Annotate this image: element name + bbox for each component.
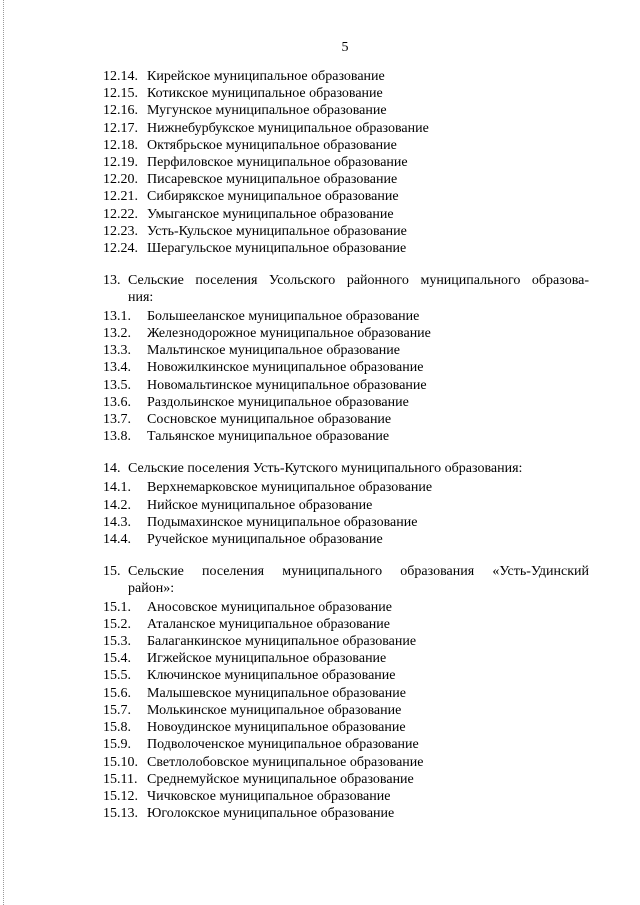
item-label: Ключинское муниципальное образование — [147, 668, 396, 684]
item-label: Аталанское муниципальное образование — [147, 616, 390, 632]
item-label: Октябрьское муниципальное образование — [147, 137, 397, 153]
section-title-line: Сельские поселения Усольского районного муниципального образова- — [128, 273, 589, 289]
list-item — [103, 102, 589, 119]
item-label: Перфиловское муниципальное образование — [147, 155, 408, 171]
section-title — [128, 273, 589, 306]
item-number: 12.15. — [103, 86, 138, 102]
list-item — [103, 736, 589, 753]
item-number: 15.12. — [103, 788, 138, 804]
item-number: 14.3. — [103, 514, 131, 530]
list-item — [103, 240, 589, 257]
item-number: 13.4. — [103, 360, 131, 376]
item-label: Подволоченское муниципальное образование — [147, 737, 419, 753]
item-number: 13.5. — [103, 377, 131, 393]
item-number: 13.7. — [103, 411, 131, 427]
item-number: 15.10. — [103, 754, 138, 770]
section-number: 13. — [103, 273, 121, 289]
item-label: Новомальтинское муниципальное образование — [147, 377, 427, 393]
item-label: Писаревское муниципальное образование — [147, 172, 398, 188]
item-number: 15.4. — [103, 651, 131, 667]
section-title-continuation: район»: — [128, 580, 175, 596]
list-item — [103, 667, 589, 684]
list-item — [103, 325, 589, 342]
item-number: 12.19. — [103, 155, 138, 171]
item-label: Сосновское муниципальное образование — [147, 411, 392, 427]
section-number: 14. — [103, 461, 121, 477]
list-item — [103, 68, 589, 85]
item-number: 15.13. — [103, 806, 138, 822]
item-label: Новожилкинское муниципальное образование — [147, 360, 424, 376]
list-item — [103, 531, 589, 548]
item-number: 15.8. — [103, 720, 131, 736]
item-label: Умыганское муниципальное образование — [147, 206, 394, 222]
list-item — [103, 342, 589, 359]
item-number: 15.11. — [103, 771, 138, 787]
item-number: 12.18. — [103, 137, 138, 153]
item-number: 12.14. — [103, 69, 138, 84]
item-label: Нижнебурбукское муниципальное образование — [147, 120, 429, 136]
item-label: Светлолобовское муниципальное образование — [147, 754, 424, 770]
item-label: Мальтинское муниципальное образование — [147, 343, 400, 359]
item-label: Усть-Кульское муниципальное образование — [147, 223, 407, 239]
section-number: 15. — [103, 564, 121, 580]
item-number: 14.1. — [103, 480, 131, 496]
list-item — [103, 394, 589, 411]
list-item — [103, 497, 589, 514]
item-label: Игжейское муниципальное образование — [147, 651, 387, 667]
item-label: Раздольинское муниципальное образование — [147, 394, 409, 410]
item-label: Железнодорожное муниципальное образование — [147, 325, 431, 341]
item-number: 15.1. — [103, 599, 131, 615]
page-number: 5 — [341, 40, 349, 55]
page-edge-marks — [3, 0, 4, 905]
list-item — [103, 633, 589, 650]
list-section — [103, 564, 589, 822]
list-item — [103, 359, 589, 376]
item-number: 12.22. — [103, 206, 138, 222]
item-label: Среднемуйское муниципальное образование — [147, 771, 414, 787]
item-label: Шерагульское муниципальное образование — [147, 241, 407, 257]
list-item — [103, 650, 589, 667]
list-item — [103, 223, 589, 240]
item-label: Новоудинское муниципальное образование — [147, 720, 406, 736]
item-number: 15.5. — [103, 668, 131, 684]
list-item — [103, 411, 589, 428]
section-title-continuation: ния: — [128, 289, 154, 305]
item-label: Сибирякское муниципальное образование — [147, 189, 399, 205]
list-item — [103, 120, 589, 137]
item-label: Тальянское муниципальное образование — [147, 429, 390, 445]
item-label: Мугунское муниципальное образование — [147, 103, 387, 119]
section-title-line: Сельские поселения муниципального образования «Усть-Удинский — [128, 564, 589, 580]
item-number: 13.6. — [103, 394, 131, 410]
list-section — [103, 461, 589, 548]
list-item — [103, 805, 589, 822]
item-number: 12.20. — [103, 172, 138, 188]
list-item — [103, 206, 589, 223]
item-number: 13.3. — [103, 343, 131, 359]
section-heading — [103, 273, 589, 306]
item-number: 13.2. — [103, 325, 131, 341]
item-number: 12.23. — [103, 223, 138, 239]
item-label: Аносовское муниципальное образование — [147, 599, 392, 615]
section-title-line: Сельские поселения Усть-Кутского муниципального образования: — [128, 461, 523, 477]
list-item — [103, 377, 589, 394]
section-heading — [103, 564, 589, 597]
list-item — [103, 685, 589, 702]
list-item — [103, 616, 589, 633]
item-label: Ручейское муниципальное образование — [147, 531, 383, 547]
list-item — [103, 428, 589, 445]
item-label: Котикское муниципальное образование — [147, 86, 383, 102]
item-number: 15.3. — [103, 634, 131, 650]
item-label: Балаганкинское муниципальное образование — [147, 634, 417, 650]
item-number: 15.2. — [103, 616, 131, 632]
list-item — [103, 479, 589, 496]
item-number: 13.8. — [103, 429, 131, 445]
list-item — [103, 771, 589, 788]
item-label: Кирейское муниципальное образование — [147, 69, 385, 84]
list-item — [103, 188, 589, 205]
list-item — [103, 702, 589, 719]
item-label: Нийское муниципальное образование — [147, 497, 373, 513]
item-label: Молькинское муниципальное образование — [147, 702, 402, 718]
item-number: 12.16. — [103, 103, 138, 119]
list-item — [103, 137, 589, 154]
document-body — [103, 68, 589, 838]
list-section — [103, 273, 589, 445]
item-label: Большееланское муниципальное образование — [147, 308, 420, 324]
item-label: Верхнемарковское муниципальное образование — [147, 480, 433, 496]
item-number: 15.7. — [103, 702, 131, 718]
list-item — [103, 599, 589, 616]
section-title — [128, 461, 589, 478]
item-label: Юголокское муниципальное образование — [147, 806, 395, 822]
list-item — [103, 85, 589, 102]
section-title — [128, 564, 589, 597]
item-number: 13.1. — [103, 308, 131, 324]
item-label: Малышевское муниципальное образование — [147, 685, 406, 701]
list-item — [103, 788, 589, 805]
list-item — [103, 171, 589, 188]
item-number: 12.21. — [103, 189, 138, 205]
list-item — [103, 514, 589, 531]
section-heading — [103, 461, 589, 478]
item-number: 15.6. — [103, 685, 131, 701]
list-item — [103, 719, 589, 736]
item-number: 12.17. — [103, 120, 138, 136]
item-label: Подымахинское муниципальное образование — [147, 514, 418, 530]
list-item — [103, 308, 589, 325]
list-section — [103, 68, 589, 257]
item-number: 15.9. — [103, 737, 131, 753]
item-label: Чичковское муниципальное образование — [147, 788, 391, 804]
item-number: 14.2. — [103, 497, 131, 513]
list-item — [103, 154, 589, 171]
item-number: 12.24. — [103, 241, 138, 257]
list-item — [103, 754, 589, 771]
item-number: 14.4. — [103, 531, 131, 547]
